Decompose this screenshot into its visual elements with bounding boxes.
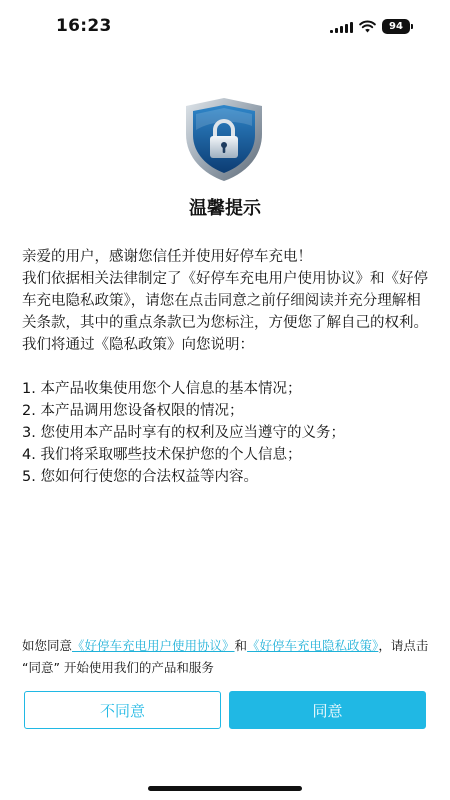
list-item: 3. 您使用本产品时享有的权利及应当遵守的义务；	[22, 425, 345, 441]
list-item: 2. 本产品调用您设备权限的情况；	[22, 403, 244, 419]
list-item: 4. 我们将采取哪些技术保护您的个人信息；	[22, 447, 302, 463]
privacy-policy-link[interactable]: 《好停车充电隐私政策》	[247, 638, 379, 653]
intro-paragraph: 我们依据相关法律制定了《好停车充电用户使用协议》和《好停车充电隐私政策》，请您在点击同意之前仔细阅读并充分理解相关条款，其中的重点条款已为您标注，方便您了解自己的权利。我们将通过《隐私政策》向您说明：	[22, 271, 428, 353]
cellular-signal-icon	[330, 21, 353, 33]
dialog-content	[22, 246, 430, 488]
disagree-button[interactable]: 不同意	[24, 691, 221, 729]
list-item: 1. 本产品收集使用您个人信息的基本情况；	[22, 381, 302, 397]
status-time: 16:23	[56, 16, 112, 36]
consent-prefix: 如您同意	[22, 638, 73, 653]
consent-middle: 和	[234, 638, 248, 653]
dialog-title: 温馨提示	[189, 198, 261, 219]
battery-icon	[382, 19, 410, 34]
security-shield-lock-icon	[182, 96, 266, 182]
battery-level: 94	[389, 21, 403, 32]
greeting-paragraph: 亲爱的用户，感谢您信任并使用好停车充电！	[22, 249, 312, 265]
status-icons	[330, 19, 410, 34]
consent-text	[22, 635, 430, 679]
user-agreement-link[interactable]: 《好停车充电用户使用协议》	[72, 638, 235, 653]
agree-button[interactable]: 同意	[229, 691, 426, 729]
status-bar	[0, 0, 450, 54]
consent-suffix: ，请点击 “同意” 开始使用我们的产品和服务	[22, 638, 429, 675]
wifi-icon	[359, 20, 376, 33]
list-item: 5. 您如何行使您的合法权益等内容。	[22, 469, 258, 485]
home-indicator[interactable]	[148, 786, 302, 791]
